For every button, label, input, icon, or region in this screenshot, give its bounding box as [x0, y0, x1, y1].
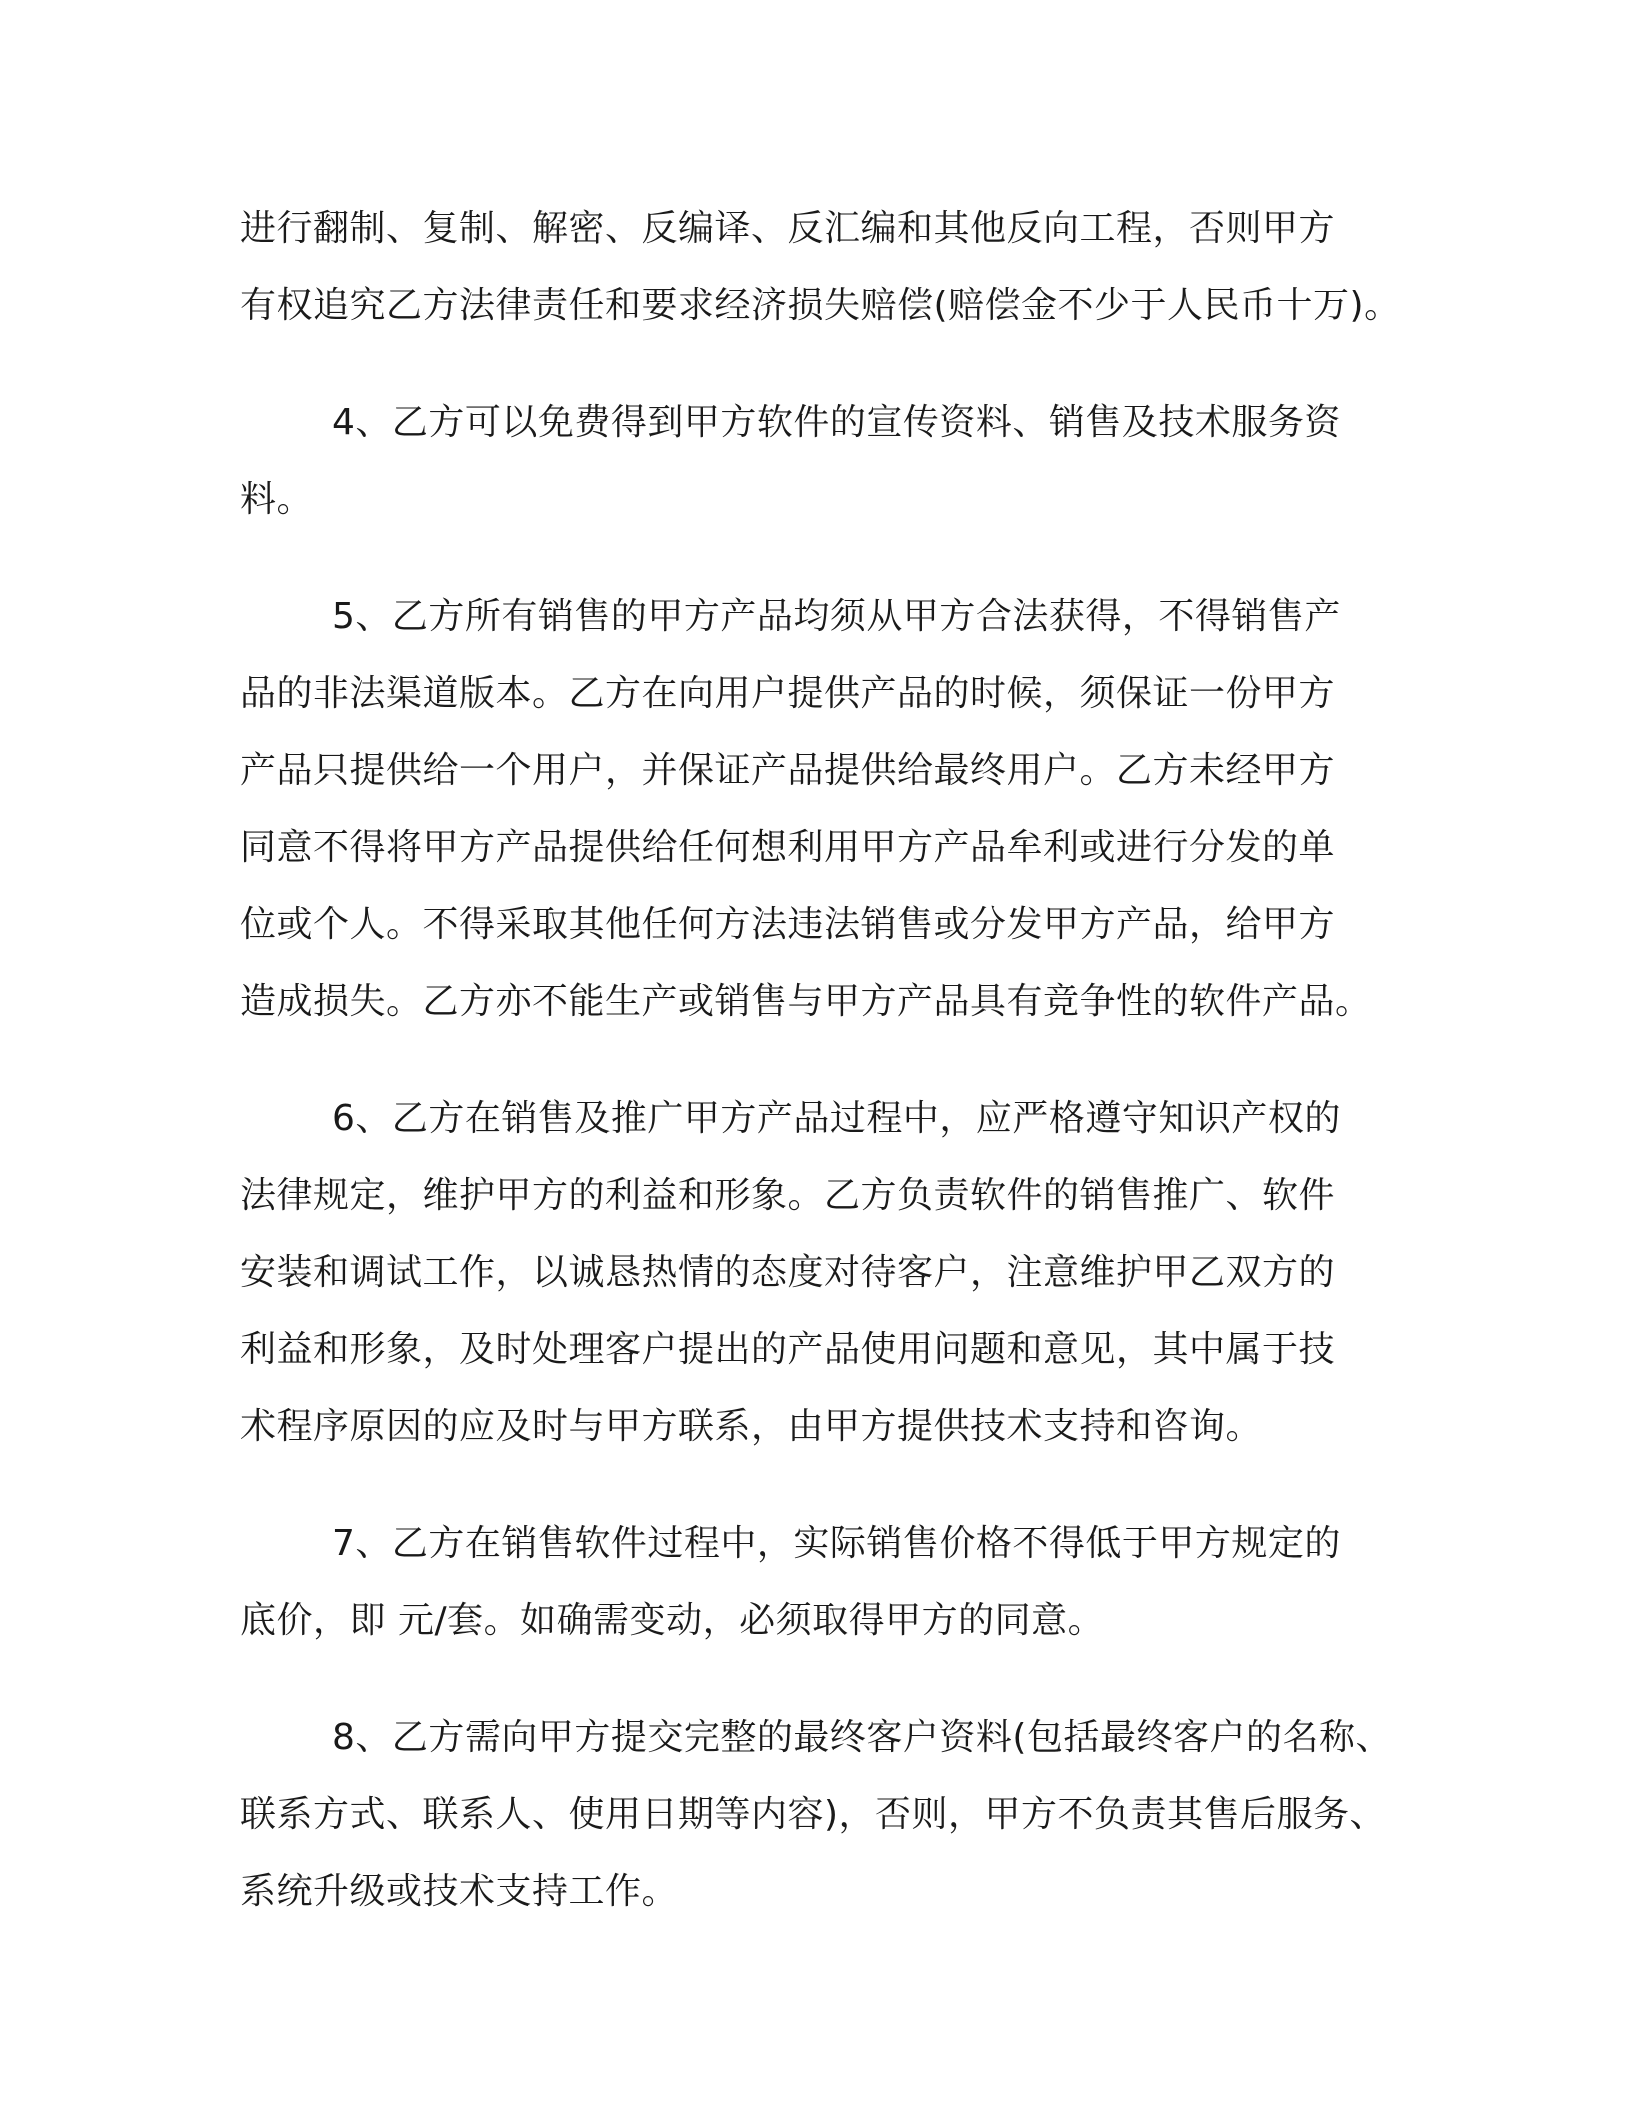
paragraph-clause-7 [240, 1505, 1400, 1659]
text-line: 联系方式、联系人、使用日期等内容)，否则，甲方不负责其售后服务、 [240, 1794, 1387, 1835]
text-line: 4、乙方可以免费得到甲方软件的宣传资料、销售及技术服务资 [332, 402, 1341, 443]
text-line: 7、乙方在销售软件过程中，实际销售价格不得低于甲方规定的 [332, 1523, 1341, 1564]
text-line: 6、乙方在销售及推广甲方产品过程中，应严格遵守知识产权的 [332, 1098, 1341, 1139]
paragraph-clause-6 [240, 1080, 1400, 1465]
paragraph-clause-8 [240, 1699, 1400, 1930]
text-line: 术程序原因的应及时与甲方联系，由甲方提供技术支持和咨询。 [240, 1406, 1263, 1447]
paragraph-continuation [240, 190, 1400, 344]
text-line: 同意不得将甲方产品提供给任何想利用甲方产品牟利或进行分发的单 [240, 827, 1336, 868]
text-line: 法律规定，维护甲方的利益和形象。乙方负责软件的销售推广、软件 [240, 1175, 1336, 1216]
text-line: 8、乙方需向甲方提交完整的最终客户资料(包括最终客户的名称、 [332, 1717, 1392, 1758]
paragraph-clause-5 [240, 578, 1400, 1040]
text-line: 利益和形象，及时处理客户提出的产品使用问题和意见，其中属于技 [240, 1329, 1336, 1370]
paragraph-clause-4 [240, 384, 1400, 538]
text-line: 造成损失。乙方亦不能生产或销售与甲方产品具有竞争性的软件产品。 [240, 981, 1372, 1022]
text-line: 系统升级或技术支持工作。 [240, 1871, 679, 1912]
text-line: 进行翻制、复制、解密、反编译、反汇编和其他反向工程，否则甲方 [240, 208, 1336, 249]
text-line: 品的非法渠道版本。乙方在向用户提供产品的时候，须保证一份甲方 [240, 673, 1336, 714]
text-line: 产品只提供给一个用户，并保证产品提供给最终用户。乙方未经甲方 [240, 750, 1336, 791]
text-line: 5、乙方所有销售的甲方产品均须从甲方合法获得，不得销售产 [332, 596, 1341, 637]
document-body [240, 190, 1400, 1970]
text-line: 料。 [240, 479, 314, 520]
text-line: 位或个人。不得采取其他任何方法违法销售或分发甲方产品，给甲方 [240, 904, 1336, 945]
text-line: 有权追究乙方法律责任和要求经济损失赔偿(赔偿金不少于人民币十万)。 [240, 285, 1401, 326]
text-line: 安装和调试工作，以诚恳热情的态度对待客户，注意维护甲乙双方的 [240, 1252, 1336, 1293]
text-line: 底价，即 元/套。如确需变动，必须取得甲方的同意。 [240, 1600, 1105, 1641]
